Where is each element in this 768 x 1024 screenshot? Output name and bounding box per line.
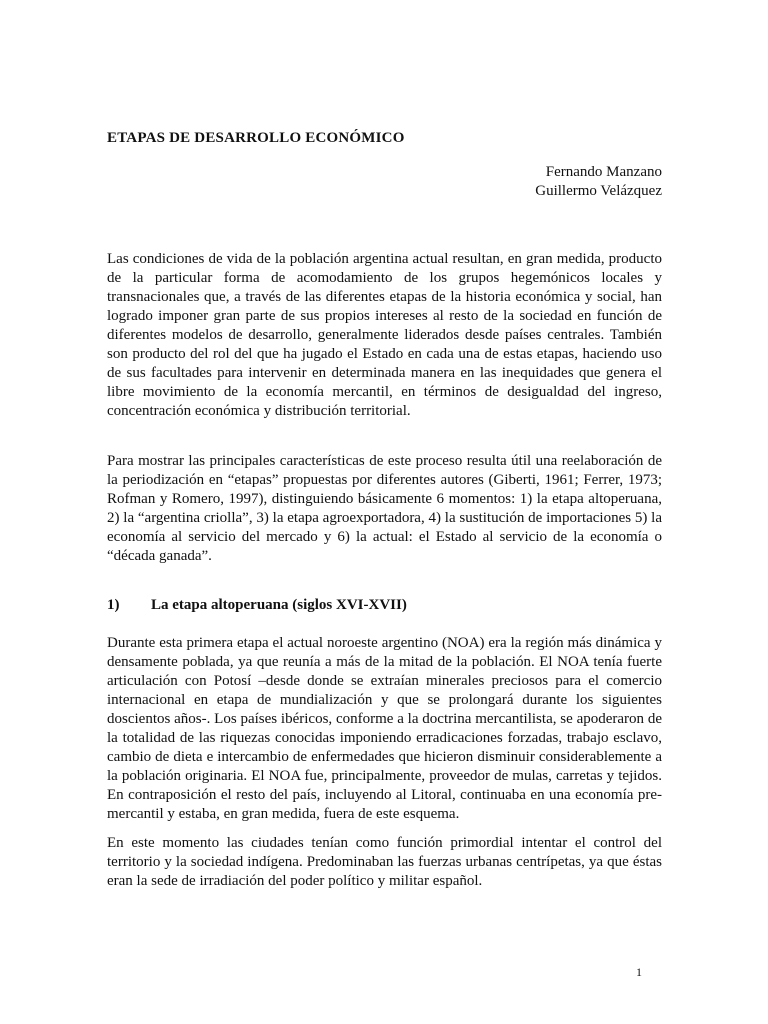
document-title: ETAPAS DE DESARROLLO ECONÓMICO bbox=[107, 130, 405, 146]
body-paragraph: En este momento las ciudades tenían como función primordial intentar el control del territorio y la sociedad indígena. Predominaban las fuerzas urbanas centrípetas, ya que éstas eran la sede de irradiación del poder político y militar español. bbox=[107, 835, 662, 889]
author-name: Fernando Manzano bbox=[545, 164, 662, 180]
body-paragraph: Las condiciones de vida de la población argentina actual resultan, en gran medida, producto de la particular forma de acomodamiento de los grupos hegemónicos locales y transnacionales que, a través de las diferentes etapas de la historia económica y social, han logrado imponer gran parte de sus propios intereses al resto de la sociedad en función de diferentes modelos de desarrollo, generalmente liderados desde países centrales. También son producto del rol del que ha jugado el Estado en cada una de estas etapas, haciendo uso de sus facultades para intervenir en determinada manera en las inequidades que genera el libre movimiento de la economía mercantil, en términos de desigualdad del ingreso, concentración económica y distribución territorial. bbox=[107, 251, 662, 419]
section-heading bbox=[107, 597, 407, 614]
author-block bbox=[535, 163, 662, 201]
section-number: 1) bbox=[107, 597, 120, 613]
author-name: Guillermo Velázquez bbox=[535, 183, 662, 199]
body-paragraph: Para mostrar las principales características de este proceso resulta útil una reelaboración de la periodización en “etapas” propuestas por diferentes autores (Giberti, 1961; Ferrer, 1973; Rofman y Romero, 1997), distinguiendo básicamente 6 momentos: 1) la etapa altoperuana, 2) la “argentina criolla”, 3) la etapa agroexportadora, 4) la sustitución de importaciones 5) la economía al servicio del mercado y 6) la actual: el Estado al servicio de la economía o “década ganada”. bbox=[107, 453, 662, 564]
page-number: 1 bbox=[636, 965, 642, 979]
document-page bbox=[107, 0, 662, 1024]
body-paragraph: Durante esta primera etapa el actual noroeste argentino (NOA) era la región más dinámica y densamente poblada, ya que reunía a más de la mitad de la población. El NOA tenía fuerte articulación con Potosí –desde donde se extraían minerales preciosos para el comercio internacional en etapa de mundialización y que se prolongará durante los siguientes doscientos años-. Los países ibéricos, conforme a la doctrina mercantilista, se apoderaron de la totalidad de las riquezas conocidas imponiendo erradicaciones forzadas, trabajo esclavo, cambio de dieta e intercambio de enfermedades que hicieron disminuir considerablemente a la población originaria. El NOA fue, principalmente, proveedor de mulas, carretas y tejidos. En contraposición el resto del país, incluyendo al Litoral, continuaba en una economía pre-mercantil y estaba, en gran medida, fuera de este esquema. bbox=[107, 635, 662, 822]
section-title: La etapa altoperuana (siglos XVI-XVII) bbox=[151, 597, 407, 613]
